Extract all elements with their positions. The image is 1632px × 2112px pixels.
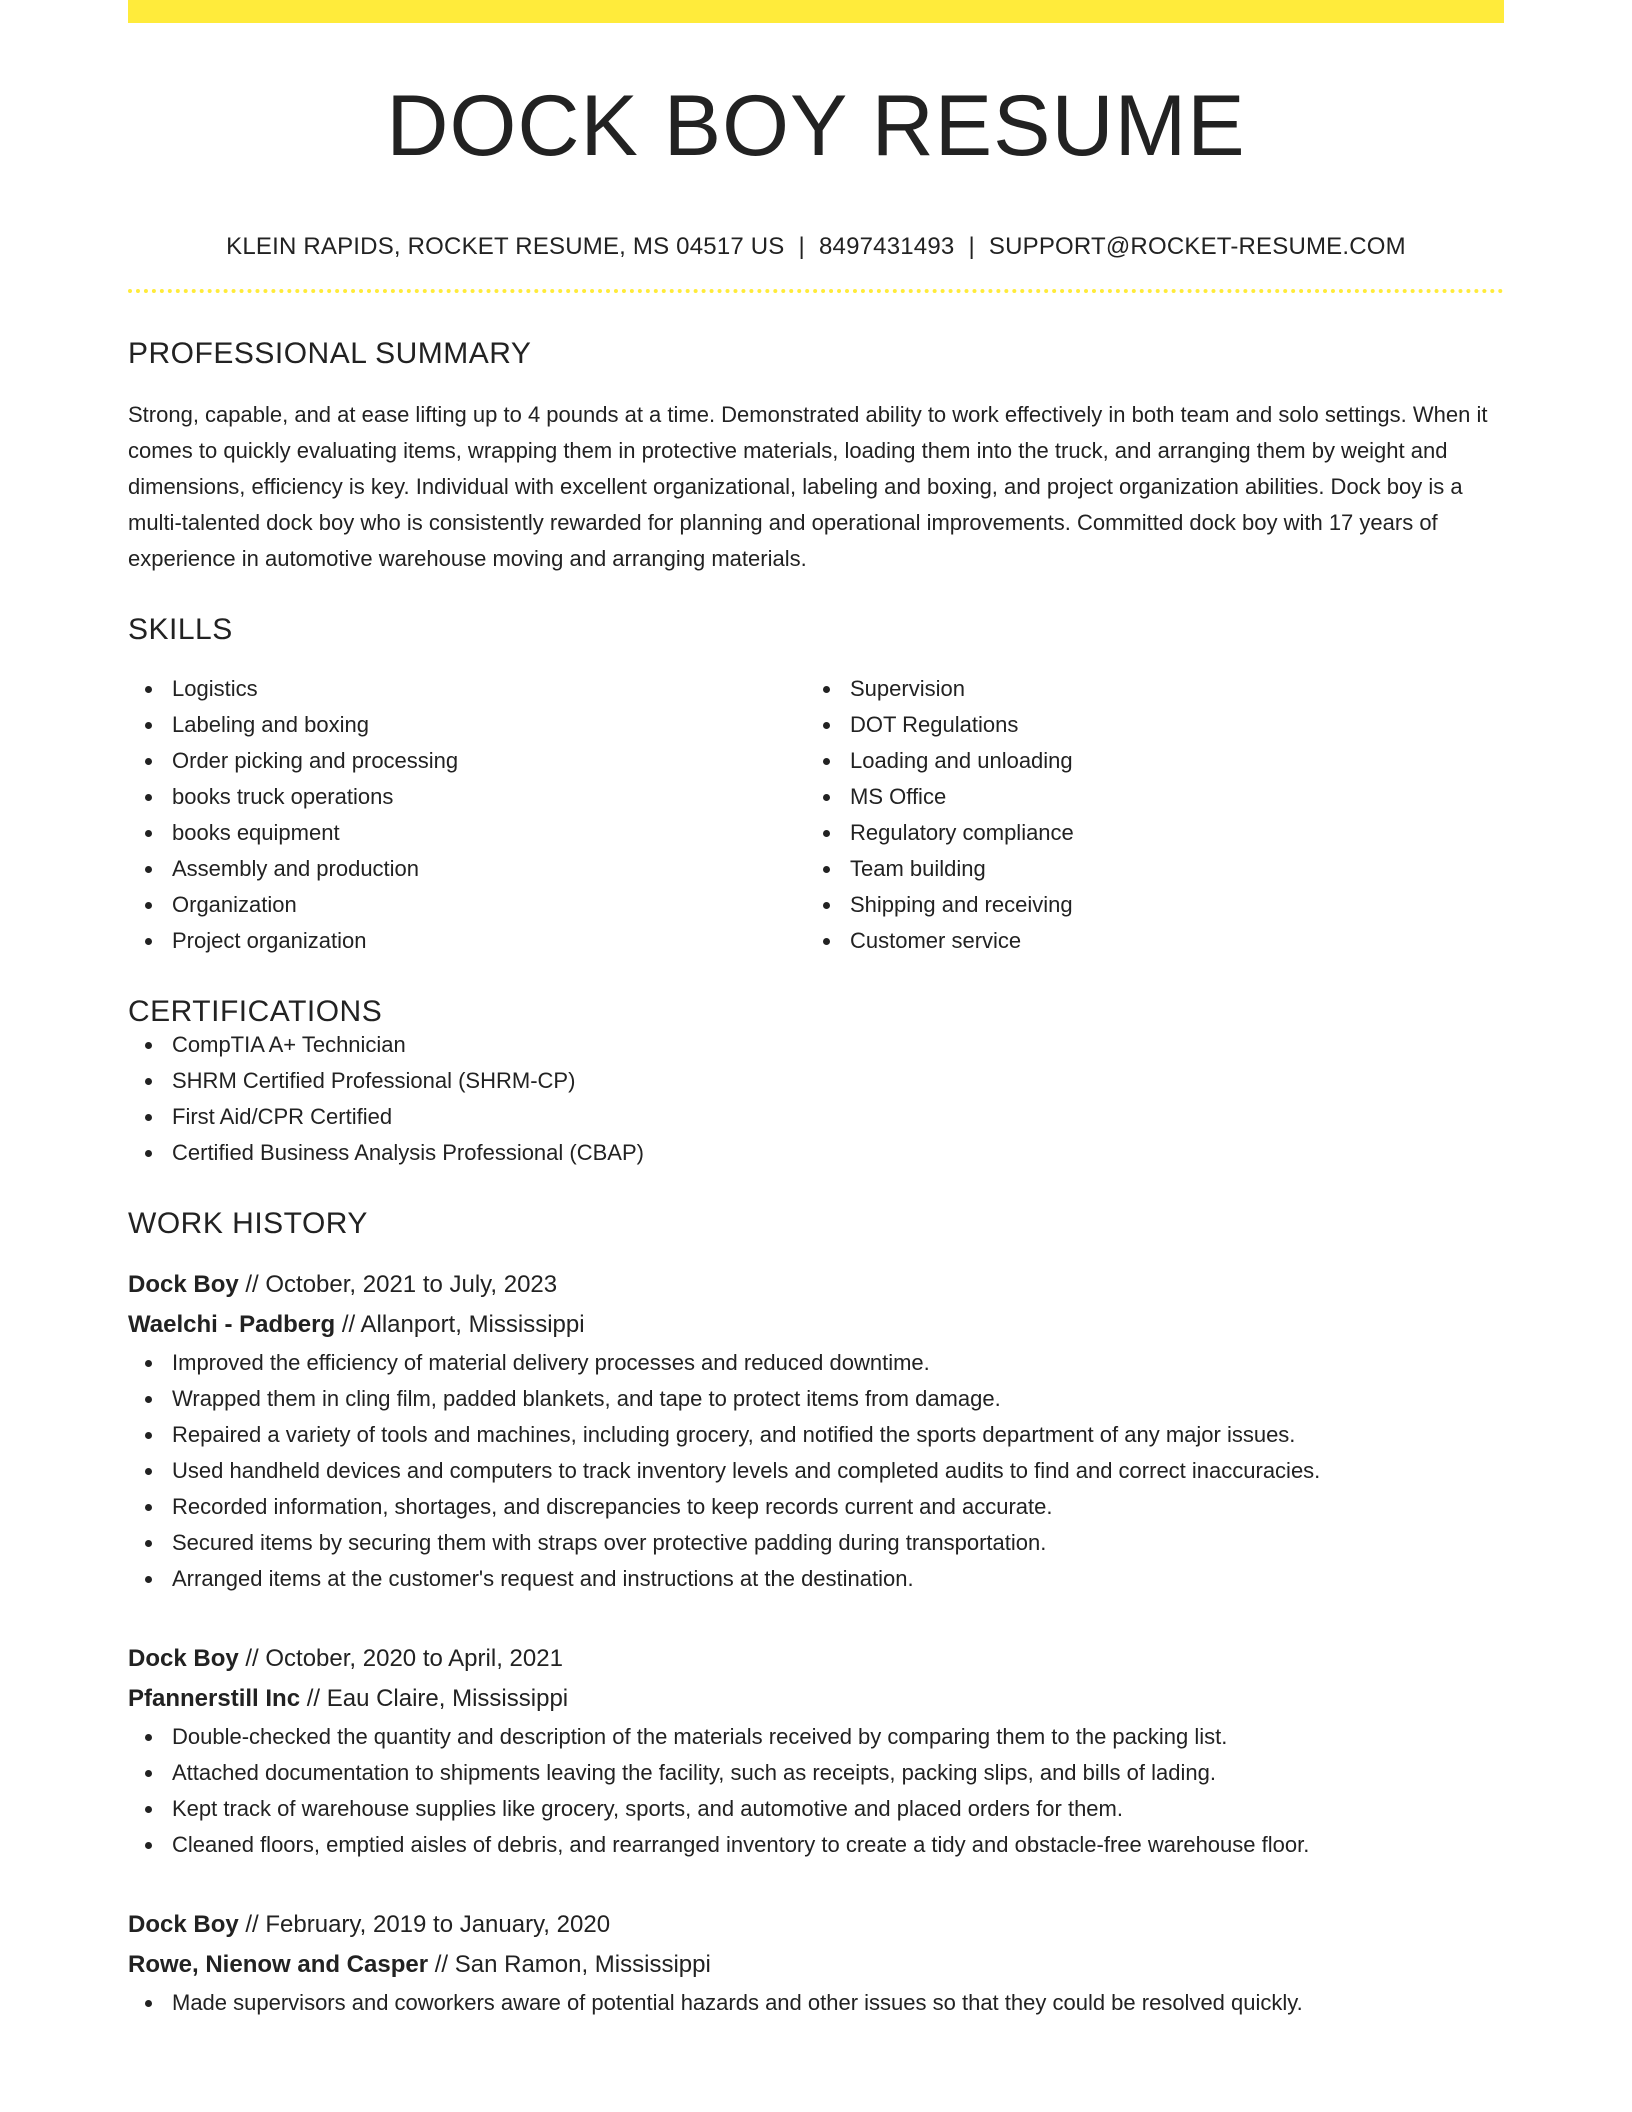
job-location: // Eau Claire, Mississippi xyxy=(300,1685,569,1712)
job-duty: Arranged items at the customer's request and instructions at the destination. xyxy=(128,1561,1504,1597)
job-role: Dock Boy xyxy=(128,1271,239,1298)
job-duties-list xyxy=(128,1345,1504,1597)
job-role: Dock Boy xyxy=(128,1645,239,1672)
job-duty: Attached documentation to shipments leaving the facility, such as receipts, packing slips, and bills of lading. xyxy=(128,1755,1504,1791)
resume-page xyxy=(128,0,1504,2021)
contact-separator: | xyxy=(968,233,975,260)
certifications-heading: CERTIFICATIONS xyxy=(128,995,383,1028)
job-entry xyxy=(128,1905,1504,2021)
contact-email: SUPPORT@ROCKET-RESUME.COM xyxy=(988,233,1406,260)
skill-item: Logistics xyxy=(128,671,806,707)
certification-item: Certified Business Analysis Professional (CBAP) xyxy=(128,1135,1504,1171)
skill-item: Shipping and receiving xyxy=(806,887,1484,923)
skill-item: Regulatory compliance xyxy=(806,815,1484,851)
job-duty: Secured items by securing them with straps over protective padding during transportation. xyxy=(128,1525,1504,1561)
job-company: Waelchi - Padberg xyxy=(128,1311,336,1338)
job-duty: Kept track of warehouse supplies like grocery, sports, and automotive and placed orders for them. xyxy=(128,1791,1504,1827)
dotted-divider xyxy=(128,289,1504,293)
job-entry xyxy=(128,1265,1504,1597)
skill-item: Loading and unloading xyxy=(806,743,1484,779)
job-duty: Used handheld devices and computers to track inventory levels and completed audits to find and correct inaccuracies. xyxy=(128,1453,1504,1489)
skill-item: MS Office xyxy=(806,779,1484,815)
job-duty: Repaired a variety of tools and machines, including grocery, and notified the sports department of any major issues. xyxy=(128,1417,1504,1453)
job-company-line xyxy=(128,1945,1504,1985)
skill-item: Organization xyxy=(128,887,806,923)
skill-item: Order picking and processing xyxy=(128,743,806,779)
contact-address: KLEIN RAPIDS, ROCKET RESUME, MS 04517 US xyxy=(226,233,785,260)
summary-text: Strong, capable, and at ease lifting up to 4 pounds at a time. Demonstrated ability to work effectively in both team and solo settings. When it comes to quickly evaluating items, wrapping them in protective materials, loading them into the truck, and arranging them by weight and dimensions, efficiency is key. Individual with excellent organizational, labeling and boxing, and project organization abilities. Dock boy is a multi-talented dock boy who is consistently rewarded for planning and operational improvements. Committed dock boy with 17 years of experience in automotive warehouse moving and arranging materials. xyxy=(128,402,1488,571)
certification-item: SHRM Certified Professional (SHRM-CP) xyxy=(128,1063,1504,1099)
skills-list-left xyxy=(128,671,806,959)
certifications-list xyxy=(128,1027,1504,1171)
contact-phone: 8497431493 xyxy=(818,233,955,260)
contact-line xyxy=(128,235,1504,259)
job-duty: Double-checked the quantity and description of the materials received by comparing them to the packing list. xyxy=(128,1719,1504,1755)
skills-columns xyxy=(128,671,1504,959)
job-dates: // October, 2021 to July, 2023 xyxy=(238,1271,558,1298)
job-duties-list xyxy=(128,1719,1504,1863)
job-title-line xyxy=(128,1905,1504,1945)
skill-item: Customer service xyxy=(806,923,1484,959)
work-history-heading: WORK HISTORY xyxy=(128,1207,368,1240)
skill-item: Supervision xyxy=(806,671,1484,707)
job-duty: Improved the efficiency of material delivery processes and reduced downtime. xyxy=(128,1345,1504,1381)
summary-heading: PROFESSIONAL SUMMARY xyxy=(128,337,532,370)
job-location: // San Ramon, Mississippi xyxy=(428,1951,711,1978)
skill-item: books truck operations xyxy=(128,779,806,815)
job-duty: Cleaned floors, emptied aisles of debris, and rearranged inventory to create a tidy and obstacle-free warehouse floor. xyxy=(128,1827,1504,1863)
contact-separator: | xyxy=(798,233,805,260)
job-dates: // October, 2020 to April, 2021 xyxy=(238,1645,563,1672)
skill-item: DOT Regulations xyxy=(806,707,1484,743)
job-duty: Recorded information, shortages, and discrepancies to keep records current and accurate. xyxy=(128,1489,1504,1525)
skill-item: books equipment xyxy=(128,815,806,851)
job-company: Rowe, Nienow and Casper xyxy=(128,1951,429,1978)
job-duty: Wrapped them in cling film, padded blankets, and tape to protect items from damage. xyxy=(128,1381,1504,1417)
job-duties-list xyxy=(128,1985,1504,2021)
job-duty: Made supervisors and coworkers aware of potential hazards and other issues so that they could be resolved quickly. xyxy=(128,1985,1504,2021)
job-title-line xyxy=(128,1265,1504,1305)
job-company-line xyxy=(128,1679,1504,1719)
accent-bar xyxy=(128,0,1504,23)
job-title-line xyxy=(128,1639,1504,1679)
job-role: Dock Boy xyxy=(128,1911,239,1938)
job-company-line xyxy=(128,1305,1504,1345)
certification-item: CompTIA A+ Technician xyxy=(128,1027,1504,1063)
skills-list-right xyxy=(806,671,1484,959)
skills-heading: SKILLS xyxy=(128,613,233,646)
skill-item: Team building xyxy=(806,851,1484,887)
job-entry xyxy=(128,1639,1504,1863)
skills-column-right xyxy=(806,671,1484,959)
skill-item: Labeling and boxing xyxy=(128,707,806,743)
resume-title: DOCK BOY RESUME xyxy=(386,78,1246,174)
job-dates: // February, 2019 to January, 2020 xyxy=(238,1911,611,1938)
job-company: Pfannerstill Inc xyxy=(128,1685,301,1712)
certification-item: First Aid/CPR Certified xyxy=(128,1099,1504,1135)
skill-item: Project organization xyxy=(128,923,806,959)
skill-item: Assembly and production xyxy=(128,851,806,887)
skills-column-left xyxy=(128,671,806,959)
job-location: // Allanport, Mississippi xyxy=(335,1311,585,1338)
